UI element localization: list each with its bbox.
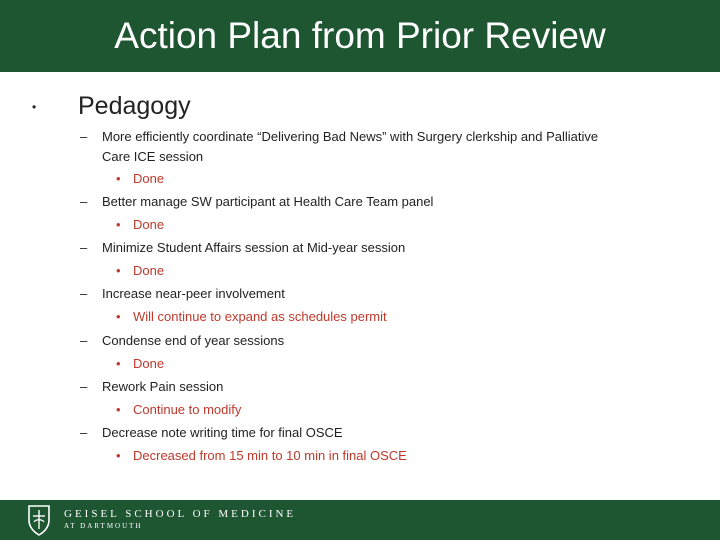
bullet-icon: • xyxy=(116,309,121,324)
plan-item xyxy=(0,378,720,396)
plan-item xyxy=(0,193,720,211)
plan-item-text: More efficiently coordinate “Delivering Bad News” with Surgery clerkship and Palliative xyxy=(102,129,599,144)
status-text: Decreased from 15 min to 10 min in final OSCE xyxy=(133,448,407,463)
bullet-icon: • xyxy=(116,356,121,371)
plan-item-text: Increase near-peer involvement xyxy=(102,286,285,301)
status-text: Continue to modify xyxy=(133,402,242,417)
school-name: GEISEL SCHOOL OF MEDICINE xyxy=(64,508,297,520)
plan-item xyxy=(0,239,720,257)
slide-header xyxy=(0,0,720,72)
status-item xyxy=(0,170,720,188)
plan-item xyxy=(0,424,720,442)
bullet-icon: • xyxy=(116,448,121,463)
slide-footer xyxy=(0,500,720,540)
dash-icon: – xyxy=(80,333,88,348)
bullet-icon: • xyxy=(116,217,121,232)
bullet-icon: • xyxy=(116,263,121,278)
plan-item-text: Condense end of year sessions xyxy=(102,333,285,348)
status-item xyxy=(0,308,720,326)
shield-crest-icon xyxy=(26,504,52,536)
status-item xyxy=(0,401,720,419)
plan-item-text: Decrease note writing time for final OSCE xyxy=(102,425,343,440)
dash-icon: – xyxy=(80,425,88,440)
plan-item xyxy=(0,285,720,303)
status-item xyxy=(0,447,720,465)
status-item xyxy=(0,262,720,280)
plan-item xyxy=(0,332,720,350)
school-subtitle: AT DARTMOUTH xyxy=(64,522,143,530)
plan-item-text: Minimize Student Affairs session at Mid-year session xyxy=(102,240,406,255)
dash-icon: – xyxy=(80,286,88,301)
dash-icon: – xyxy=(80,240,88,255)
status-item xyxy=(0,355,720,373)
plan-item-text-continued: Care ICE session xyxy=(102,149,204,164)
bullet-icon: • xyxy=(32,100,37,114)
status-text: Done xyxy=(133,263,165,278)
status-text: Done xyxy=(133,356,165,371)
slide-title: Action Plan from Prior Review xyxy=(114,15,606,56)
plan-item xyxy=(0,128,720,146)
status-text: Will continue to expand as schedules permit xyxy=(133,309,387,324)
plan-item-text: Rework Pain session xyxy=(102,379,224,394)
dash-icon: – xyxy=(80,129,88,144)
status-item xyxy=(0,216,720,234)
bullet-icon: • xyxy=(116,402,121,417)
status-text: Done xyxy=(133,217,165,232)
slide-content xyxy=(0,72,720,500)
bullet-icon: • xyxy=(116,171,121,186)
dash-icon: – xyxy=(80,379,88,394)
plan-item-text: Better manage SW participant at Health Care Team panel xyxy=(102,194,434,209)
status-text: Done xyxy=(133,171,165,186)
plan-item-continued xyxy=(0,148,720,166)
dash-icon: – xyxy=(80,194,88,209)
section-heading: Pedagogy xyxy=(78,92,191,120)
